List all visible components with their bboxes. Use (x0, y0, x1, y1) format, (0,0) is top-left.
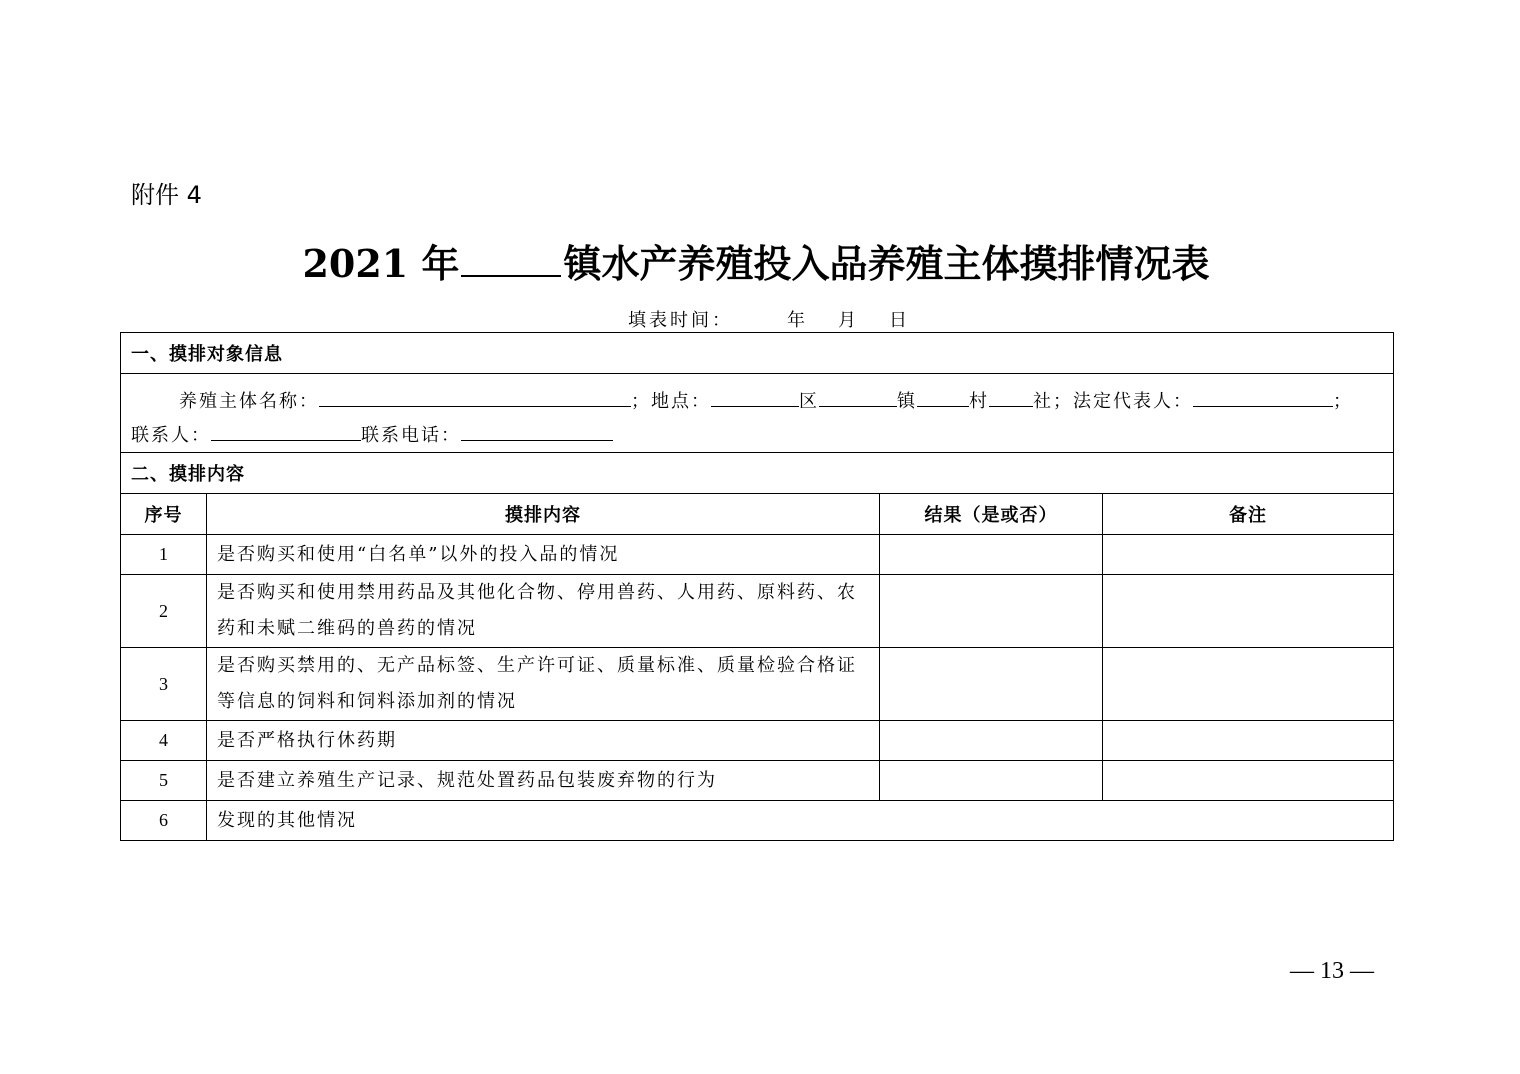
fill-time-label: 填表时间： (628, 310, 733, 331)
legal-rep-field[interactable] (1193, 386, 1333, 407)
attachment-label: 附件 4 (131, 181, 202, 209)
row-content[interactable]: 发现的其他情况 (207, 801, 1394, 841)
result-cell[interactable] (880, 721, 1103, 761)
location-label: ；地点： (631, 391, 711, 412)
remarks-cell[interactable] (1103, 648, 1394, 721)
phone-label: 联系电话： (361, 425, 461, 446)
row-number: 1 (121, 535, 207, 575)
district-label: 区 (799, 391, 819, 412)
phone-field[interactable] (461, 420, 613, 441)
page-number: — 13 — (1290, 958, 1374, 984)
table-row (121, 535, 1394, 575)
village-label: 村 (969, 391, 989, 412)
town-field[interactable] (819, 386, 897, 407)
legal-rep-label: 社；法定代表人： (1033, 391, 1193, 412)
result-cell[interactable] (880, 648, 1103, 721)
col-header-remarks: 备注 (1103, 494, 1394, 535)
title-year: 2021 年 (302, 241, 460, 286)
remarks-cell[interactable] (1103, 761, 1394, 801)
subject-name-label: 养殖主体名称： (179, 391, 319, 412)
town-label: 镇 (897, 391, 917, 412)
row-number: 5 (121, 761, 207, 801)
row-number: 3 (121, 648, 207, 721)
page-title (120, 233, 1392, 288)
title-rest: 镇水产养殖投入品养殖主体摸排情况表 (563, 241, 1210, 286)
row-content: 是否严格执行休药期 (207, 721, 880, 761)
table-row (121, 801, 1394, 841)
table-row (121, 648, 1394, 721)
remarks-cell[interactable] (1103, 575, 1394, 648)
community-field[interactable] (989, 386, 1033, 407)
row-number: 6 (121, 801, 207, 841)
village-field[interactable] (917, 386, 969, 407)
col-header-content: 摸排内容 (207, 494, 880, 535)
fill-time-year: 年 (787, 310, 808, 331)
contact-field[interactable] (211, 420, 361, 441)
town-blank (461, 239, 561, 277)
table-row (121, 761, 1394, 801)
subject-info (121, 374, 1394, 453)
end-semicolon: ； (1333, 391, 1353, 412)
result-cell[interactable] (880, 761, 1103, 801)
district-field[interactable] (711, 386, 799, 407)
result-cell[interactable] (880, 575, 1103, 648)
table-row (121, 721, 1394, 761)
survey-table (120, 332, 1394, 841)
row-number: 2 (121, 575, 207, 648)
row-content: 是否购买和使用禁用药品及其他化合物、停用兽药、人用药、原料药、农药和未赋二维码的兽药的情况 (207, 575, 880, 648)
col-header-result: 结果（是或否） (880, 494, 1103, 535)
subject-name-field[interactable] (319, 386, 631, 407)
row-content: 是否购买和使用“白名单”以外的投入品的情况 (207, 535, 880, 575)
fill-time-month: 月 (838, 310, 859, 331)
table-row (121, 575, 1394, 648)
section2-heading: 二、摸排内容 (121, 453, 1394, 494)
col-header-number: 序号 (121, 494, 207, 535)
contact-label: 联系人： (131, 425, 211, 446)
result-cell[interactable] (880, 535, 1103, 575)
remarks-cell[interactable] (1103, 535, 1394, 575)
row-content: 是否购买禁用的、无产品标签、生产许可证、质量标准、质量检验合格证等信息的饲料和饲料添加剂的情况 (207, 648, 880, 721)
row-number: 4 (121, 721, 207, 761)
fill-time-day: 日 (889, 310, 910, 331)
remarks-cell[interactable] (1103, 721, 1394, 761)
row-content: 是否建立养殖生产记录、规范处置药品包装废弃物的行为 (207, 761, 880, 801)
fill-time (628, 306, 910, 332)
section1-heading: 一、摸排对象信息 (121, 333, 1394, 374)
